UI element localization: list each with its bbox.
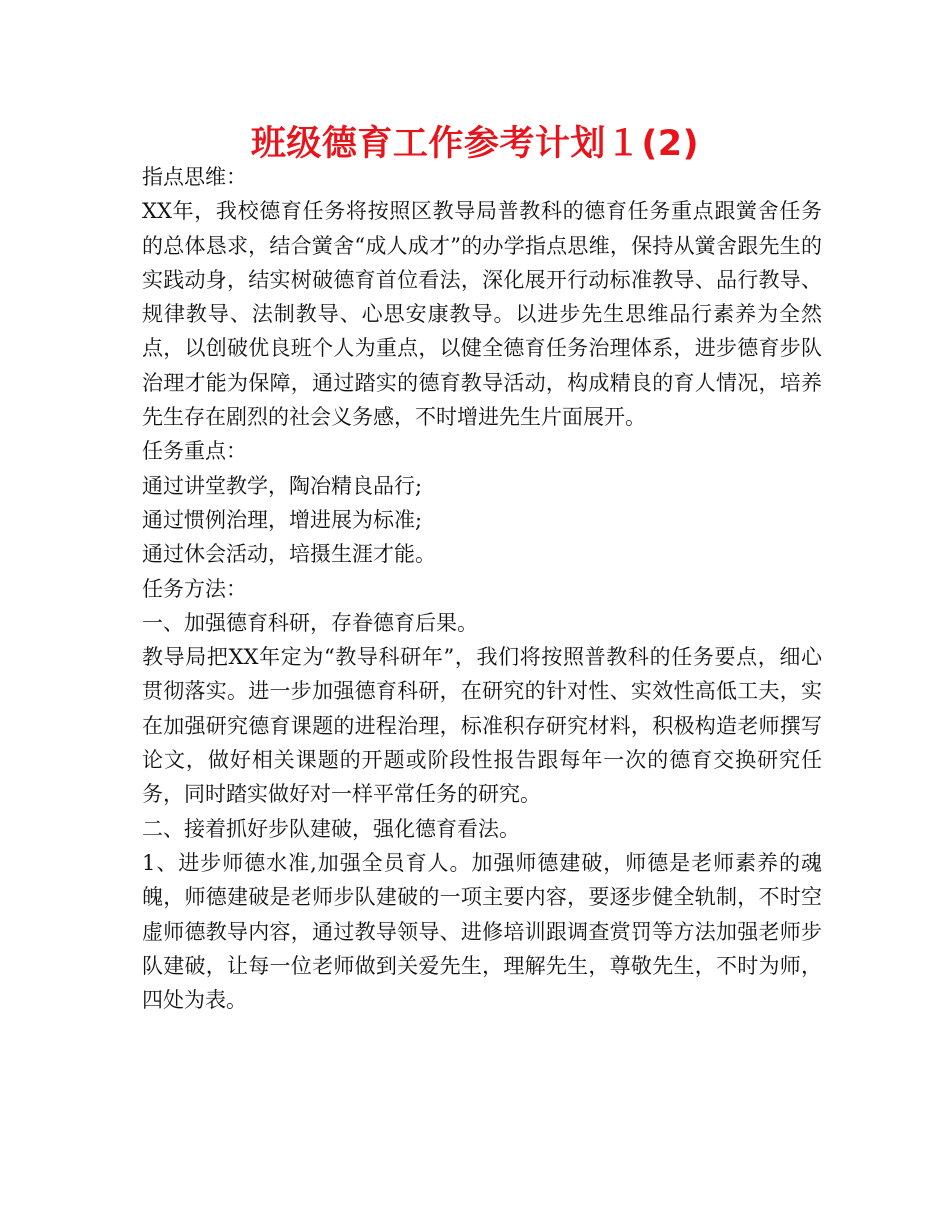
document-title: 班级德育工作参考计划１(2) xyxy=(250,124,700,164)
paragraph-section-1-heading: 一、加强德育科研，存眷德育后果。 xyxy=(142,610,478,635)
paragraph-guiding-thought: XX年，我校德育任务将按照区教导局普教科的德育任务重点跟黉舍任务的总体恳求，结合黉舍“成人成才”的办学指点思维，保持从黉舍跟先生的实践动身，结实树破德育首位看法，深化展开行动标准教导、品行教导、规律教导、法制教导、心思安康教导。以进步先生思维品行素养为全然点，以创破优良班个人为重点，以健全德育任务治理体系，进步德育步队治理才能为保障，通过踏实的德育教导活动，构成精良的育人情况，培养先生存在剧烈的社会义务感，不时增进先生片面展开。 xyxy=(142,199,822,430)
paragraph-section-2-item-1: 1、进步师德水准,加强全员育人。加强师德建破，师德是老师素养的魂魄，师德建破是老师步队建破的一项主要内容，要逐步健全轨制，不时空虚师德教导内容，通过教导领导、进修培训跟调查赏罚等方法加强老师步队建破，让每一位老师做到关爱先生，理解先生，尊敬先生，不时为师，四处为表。 xyxy=(142,850,822,1013)
paragraph-key-tasks-heading: 任务重点： xyxy=(142,439,247,464)
paragraph-key-task-1: 通过讲堂教学，陶冶精良品行; xyxy=(142,473,423,498)
paragraph-key-task-2: 通过惯例治理，增进展为标准; xyxy=(142,507,423,532)
paragraph-section-2-heading: 二、接着抓好步队建破，强化德育看法。 xyxy=(142,816,520,841)
paragraph-methods-heading: 任务方法： xyxy=(142,576,247,601)
paragraph-section-1-body: 教导局把XX年定为“教导科研年”，我们将按照普教科的任务要点，细心贯彻落实。进一步加强德育科研，在研究的针对性、实效性高低工夫，实在加强研究德育课题的进程治理，标准积存研究材料，积极构造老师撰写论文，做好相关课题的开题或阶段性报告跟每年一次的德育交换研究任务，同时踏实做好对一样平常任务的研究。 xyxy=(142,645,822,807)
document-body xyxy=(142,160,822,1017)
paragraph-key-task-3: 通过休会活动，培摄生涯才能。 xyxy=(142,542,436,567)
paragraph-guiding-thought-heading: 指点思维： xyxy=(142,165,247,189)
